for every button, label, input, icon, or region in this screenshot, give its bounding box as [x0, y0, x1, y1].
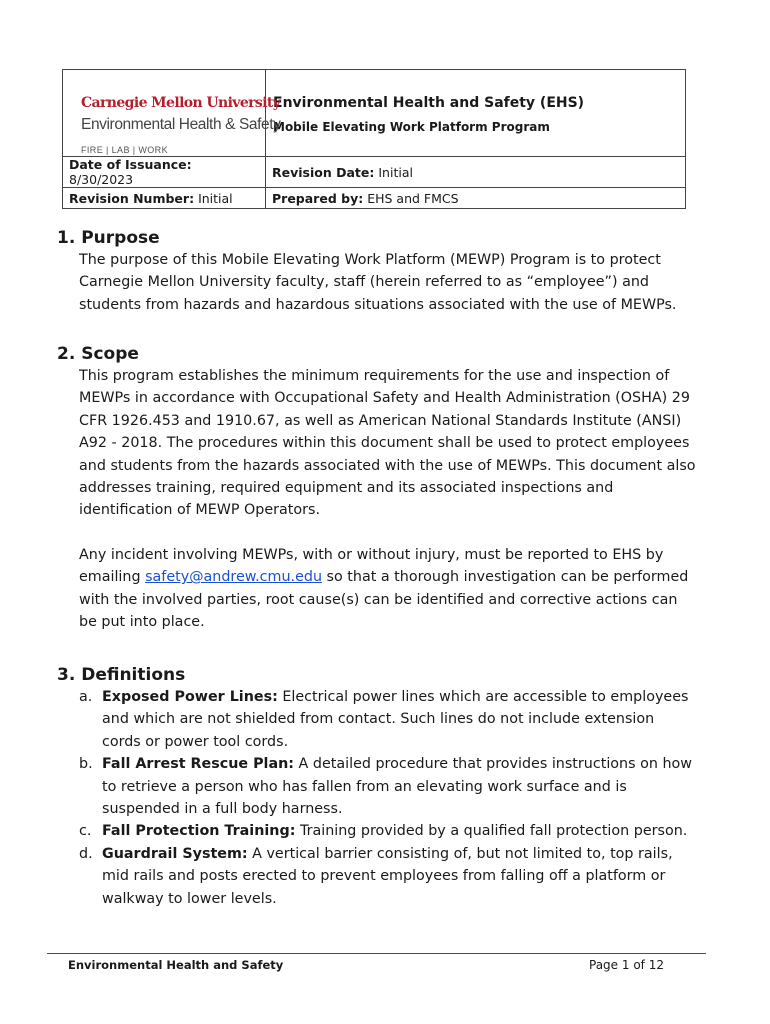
definition-item	[57, 753, 697, 820]
list-marker: a.	[79, 689, 93, 705]
scope-incident-text: Any incident involving MEWPs, with or without injury, must be reported to EHS by emailing	[79, 546, 664, 586]
issuance-date-label: Date of Issuance:	[69, 157, 192, 172]
purpose-section	[57, 227, 697, 316]
scope-paragraph-2	[57, 544, 697, 634]
logo-tagline: FIRE | LAB | WORK	[81, 145, 168, 155]
definition-text: A detailed procedure that provides instructions on how to retrieve a person who has fallen from an elevating work surface and is suspended in a full body harness.	[102, 756, 692, 818]
definition-text: A vertical barrier consisting of, but not limited to, top rails, mid rails and posts erected to prevent employees from falling off a platform or walkway to lower levels.	[102, 845, 673, 907]
definitions-heading: 3. Definitions	[57, 665, 186, 685]
list-marker: c.	[79, 823, 92, 840]
document-subtitle: Mobile Elevating Work Platform Program	[273, 120, 550, 134]
safety-email-link[interactable]: safety@andrew.cmu.edu	[145, 569, 323, 586]
revision-number-value: Initial	[198, 190, 233, 206]
document-header-table	[62, 69, 686, 209]
prepared-by-label: Prepared by:	[272, 190, 364, 206]
revision-number-label: Revision Number:	[69, 190, 195, 206]
footer-department: Environmental Health and Safety	[68, 958, 284, 972]
purpose-text: The purpose of this Mobile Elevating Work Platform (MEWP) Program is to protect Carnegie Mellon University faculty, staff (herein referred to as “employee”) and students from hazards and hazardous situations associated with the use of MEWPs.	[79, 252, 677, 313]
definition-text: Training provided by a qualified fall protection person.	[295, 823, 688, 840]
definition-term: Fall Arrest Rescue Plan:	[102, 756, 295, 773]
prepared-by-cell	[266, 188, 686, 209]
revision-date-label: Revision Date:	[272, 164, 375, 180]
definition-text: Electrical power lines which are accessible to employees and which are not shielded from contact. Such lines do not include extension cords or power tool cords.	[102, 689, 689, 750]
revision-date-cell	[266, 157, 686, 188]
issuance-date-cell	[63, 157, 266, 188]
title-cell	[266, 70, 686, 157]
definitions-section	[57, 664, 697, 910]
definition-item	[57, 820, 697, 842]
definition-term: Exposed Power Lines:	[102, 689, 278, 705]
issuance-date-value: 8/30/2023	[69, 172, 134, 187]
scope-heading: 2. Scope	[57, 344, 139, 364]
definition-item	[57, 686, 697, 753]
document-title: Environmental Health and Safety (EHS)	[273, 95, 585, 111]
definitions-list	[57, 686, 697, 910]
scope-section	[57, 343, 697, 633]
list-marker: b.	[79, 756, 93, 773]
revision-number-cell	[63, 188, 266, 209]
scope-incident-text-end: so that a thorough investigation can be performed with the involved parties, root cause(s) can be identified and corrective actions can be put into place.	[79, 569, 689, 631]
definition-term: Guardrail System:	[102, 845, 248, 862]
scope-paragraph-1: This program establishes the minimum requirements for the use and inspection of MEWPs in accordance with Occupational Safety and Health Administration (OSHA) 29 CFR 1926.453 and 1910.67, as well as American National Standards Institute (ANSI) A92 - 2018. The procedures within this document shall be used to protect employees and students from the hazards associated with the use of MEWPs. This document also addresses training, required equipment and its associated inspections and identification of MEWP Operators.	[79, 368, 696, 519]
footer-divider	[47, 953, 706, 954]
logo-cell	[63, 70, 281, 157]
definition-item	[57, 843, 697, 910]
prepared-by-value: EHS and FMCS	[367, 190, 459, 206]
purpose-heading: 1. Purpose	[57, 228, 160, 248]
list-marker: d.	[79, 845, 93, 862]
cmu-logo-wordmark: Carnegie Mellon University	[81, 95, 281, 111]
definition-term: Fall Protection Training:	[102, 823, 296, 840]
revision-date-value: Initial	[378, 164, 413, 180]
page-number: Page 1 of 12	[589, 958, 664, 972]
ehs-logo-wordmark: Environmental Health & Safety	[81, 116, 281, 133]
